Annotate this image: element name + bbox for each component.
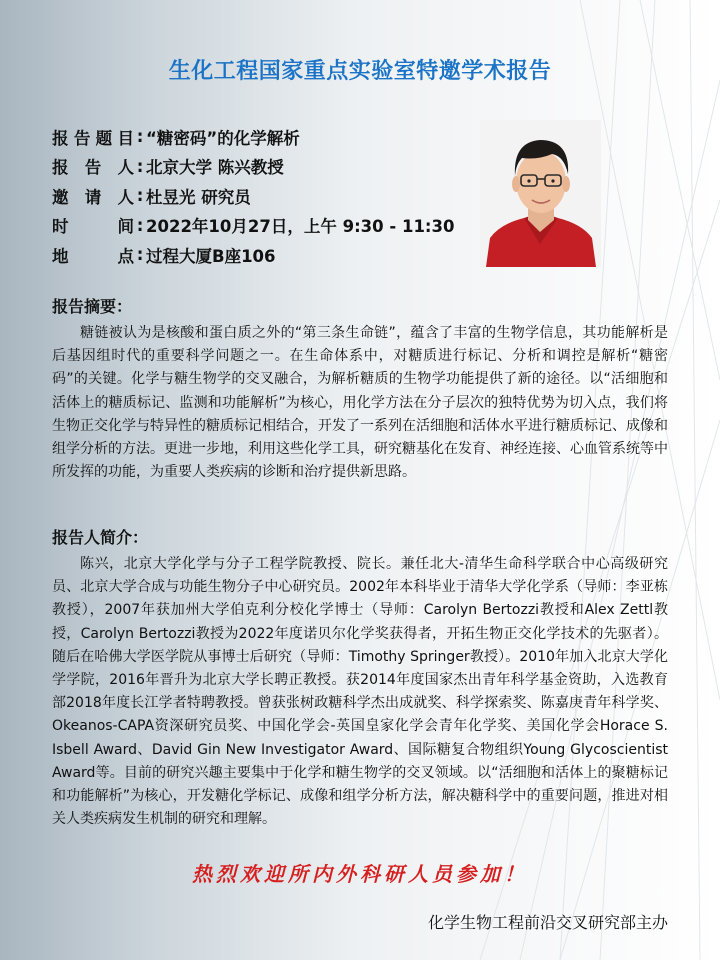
info-value-speaker: 北京大学 陈兴教授 <box>146 158 284 178</box>
info-label: 报 告 人 <box>52 158 134 178</box>
organizer-credit: 化学生物工程前沿交叉研究部主办 <box>427 913 668 932</box>
info-value-location: 过程大厦B座106 <box>146 246 276 266</box>
talk-info <box>52 122 472 270</box>
info-row-location: 地 点 : 过程大厦B座106 <box>52 240 472 270</box>
info-label: 邀 请 人 <box>52 187 134 207</box>
info-row-topic: 报告题目 : “糖密码”的化学解析 <box>52 122 472 152</box>
abstract-heading: 报告摘要： <box>52 297 133 316</box>
bio-heading: 报告人简介： <box>52 528 149 547</box>
welcome-slogan: 热烈欢迎所内外科研人员参加！ <box>192 862 528 886</box>
speaker-photo <box>480 120 601 267</box>
bio-text: 陈兴，北京大学化学与分子工程学院教授、院长。兼任北大-清华生命科学联合中心高级研究员、北京大学合成与功能生物分子中心研究员。2002年本科毕业于清华大学化学系（导师：李亚栋教授），2007年获加州大学伯克利分校化学博士（导师：Carolyn Bertozzi教授和Alex Zettl教授，Carolyn Bertozzi教授为2022年度诺贝尔化学奖获得者，开拓生物正交化学技术的先驱者）。随后在哈佛大学医学院从事博士后研究（导师：Timothy Springer教授）。2010年加入北京大学化学学院，2016年晋升为北京大学长聘正教授。获2014年度国家杰出青年科学基金资助，入选教育部2018年度长江学者特聘教授。曾获张树政糖科学杰出成就奖、科学探索奖、陈嘉庚青年科学奖、Okeanos-CAPA资深研究员奖、中国化学会-英国皇家化学会青年化学奖、美国化学会Horace S. Isbell Award、David Gin New Investigator Award、国际糖复合物组织Young Glycoscientist Award等。目前的研究兴趣主要集中于化学和糖生物学的交叉领域。以“活细胞和活体上的聚糖标记和功能解析”为核心，开发糖化学标记、成像和组学分析方法，解决糖科学中的重要问题，推进对相关人类疾病发生机制的研究和理解。 <box>52 556 668 828</box>
abstract-text: 糖链被认为是核酸和蛋白质之外的“第三条生命链”，蕴含了丰富的生物学信息，其功能解析是后基因组时代的重要科学问题之一。在生命体系中，对糖质进行标记、分析和调控是解析“糖密码”的关键。化学与糖生物学的交叉融合，为解析糖质的生物学功能提供了新的途径。以“活细胞和活体上的糖质标记、监测和功能解析”为核心，用化学方法在分子层次的独特优势为切入点，我们将生物正交化学与特异性的糖质标记相结合，开发了一系列在活细胞和活体水平进行糖质标记、成像和组学分析的方法。更进一步地，利用这些化学工具，研究糖基化在发育、神经连接、心血管系统等中所发挥的功能，为重要人类疾病的诊断和治疗提供新思路。 <box>52 325 668 481</box>
page-title: 生化工程国家重点实验室特邀学术报告 <box>168 59 552 84</box>
info-value-time: 2022年10月27日，上午 9:30 - 11:30 <box>146 217 455 237</box>
info-label: 时 间 <box>52 217 134 237</box>
info-row-host: 邀 请 人 : 杜昱光 研究员 <box>52 181 472 211</box>
info-label: 报告题目 <box>52 128 134 148</box>
info-row-speaker: 报 告 人 : 北京大学 陈兴教授 <box>52 152 472 182</box>
info-value-topic: “糖密码”的化学解析 <box>146 128 300 148</box>
info-value-host: 杜昱光 研究员 <box>146 187 251 207</box>
info-row-time: 时 间 : 2022年10月27日，上午 9:30 - 11:30 <box>52 211 472 241</box>
info-label: 地 点 <box>52 246 134 266</box>
